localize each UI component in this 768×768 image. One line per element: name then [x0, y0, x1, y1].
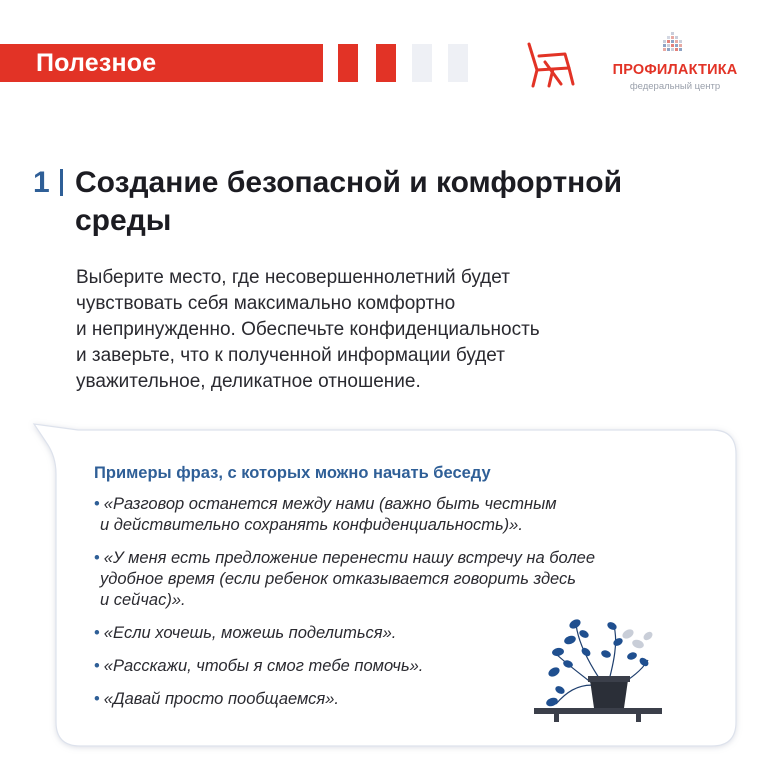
example-line: «У меня есть предложение перенести нашу встречу на более — [103, 549, 596, 567]
intro-paragraph — [76, 265, 716, 395]
step-divider — [60, 169, 63, 196]
decor-bar-gray-2 — [448, 44, 468, 82]
example-item — [94, 548, 714, 611]
paragraph-line: и заверьте, что к полученной информации будет — [76, 345, 505, 366]
section-title-line: среды — [75, 204, 172, 237]
paragraph-line: и непринужденно. Обеспечьте конфиденциальность — [76, 319, 540, 340]
logo-title: ПРОФИЛАКТИКА — [612, 62, 738, 78]
bullet-icon: • — [94, 690, 100, 708]
decor-bar-gray-1 — [412, 44, 432, 82]
bullet-icon: • — [94, 549, 100, 567]
logo-grid-icon — [662, 32, 684, 54]
example-item — [94, 494, 714, 536]
bullet-icon: • — [94, 657, 100, 675]
paragraph-line: Выберите место, где несовершеннолетний будет — [76, 267, 510, 288]
bullet-icon: • — [94, 624, 100, 642]
example-line: и сейчас)». — [100, 591, 186, 609]
section-title — [75, 164, 725, 240]
examples-title: Примеры фраз, с которых можно начать беседу — [94, 464, 491, 482]
potted-plant-illustration — [528, 612, 668, 722]
example-line: и действительно сохранять конфиденциальность)». — [100, 516, 523, 534]
paragraph-line: уважительное, деликатное отношение. — [76, 371, 421, 392]
paragraph-line: чувствовать себя максимально комфортно — [76, 293, 456, 314]
brand-logo — [600, 32, 750, 94]
example-line: «Давай просто пообщаемся». — [103, 690, 340, 708]
example-line: «Расскажи, чтобы я смог тебе помочь». — [103, 657, 424, 675]
chair-icon — [523, 40, 577, 88]
decor-bar-red-2 — [376, 44, 396, 82]
bullet-icon: • — [94, 495, 100, 513]
section-title-line: Создание безопасной и комфортной — [75, 166, 623, 199]
example-line: удобное время (если ребенок отказывается говорить здесь — [100, 570, 576, 588]
decor-bar-red-1 — [338, 44, 358, 82]
logo-subtitle: федеральный центр — [629, 81, 721, 92]
header-label: Полезное — [36, 49, 157, 77]
example-line: «Если хочешь, можешь поделиться». — [103, 624, 397, 642]
example-line: «Разговор останется между нами (важно быть честным — [103, 495, 557, 513]
step-number: 1 — [33, 166, 50, 199]
